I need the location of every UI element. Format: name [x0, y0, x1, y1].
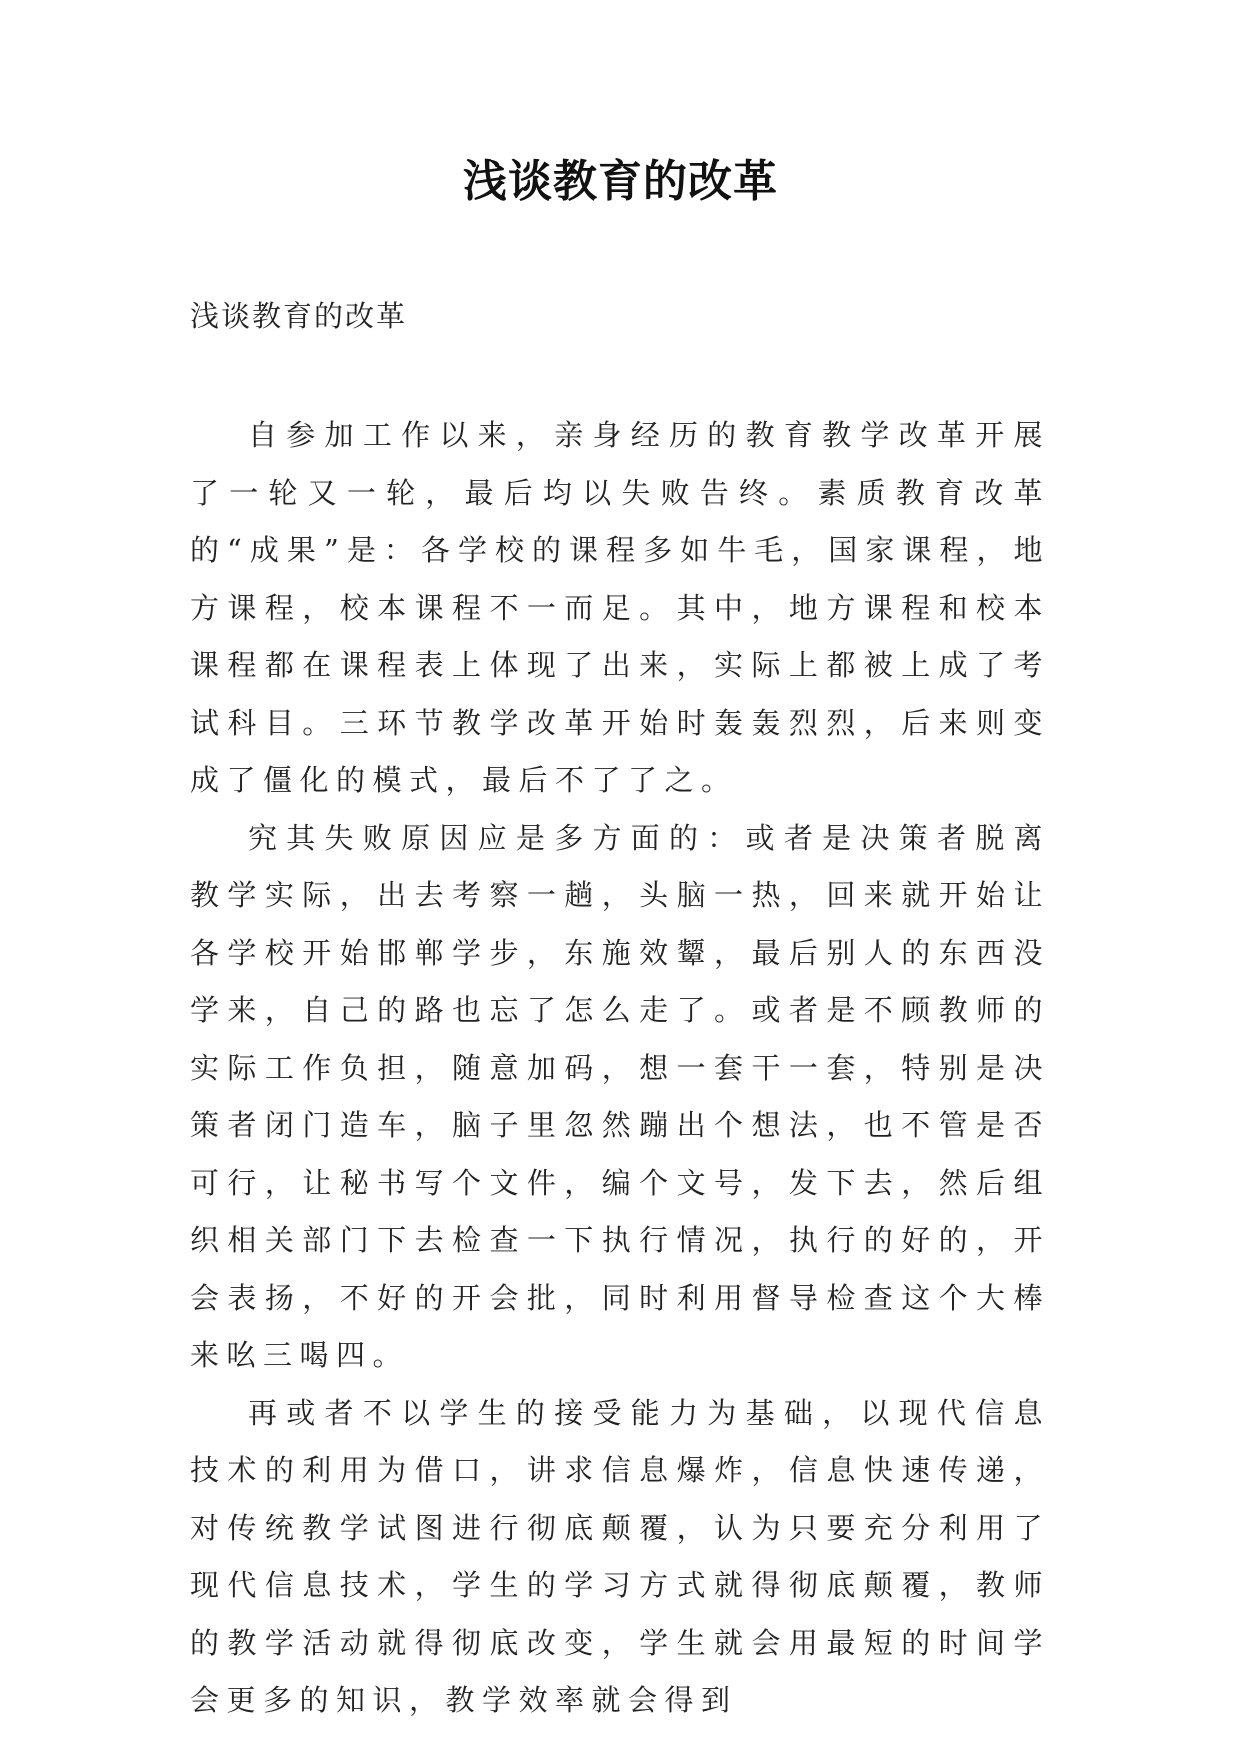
paragraph-2: 究其失败原因应是多方面的：或者是决策者脱离教学实际，出去考察一趟，头脑一热，回来就开始让各学校开始邯郸学步，东施效颦，最后别人的东西没学来，自己的路也忘了怎么走了。或者是不顾教师的实际工作负担，随意加码，想一套干一套，特别是决策者闭门造车，脑子里忽然蹦出个想法，也不管是否可行，让秘书写个文件，编个文号，发下去，然后组织相关部门下去检查一下执行情况，执行的好的，开会表扬，不好的开会批，同时利用督导检查这个大棒来吆三喝四。: [190, 820, 1050, 1372]
document-subtitle: 浅谈教育的改革: [190, 299, 408, 333]
document-title: 浅谈教育的改革: [463, 156, 778, 207]
document-body: [190, 407, 1050, 1730]
paragraph-1: 自参加工作以来，亲身经历的教育教学改革开展了一轮又一轮，最后均以失败告终。素质教育改革的“成果”是：各学校的课程多如牛毛，国家课程，地方课程，校本课程不一而足。其中，地方课程和校本课程都在课程表上体现了出来，实际上都被上成了考试科目。三环节教学改革开始时轰轰烈烈，后来则变成了僵化的模式，最后不了了之。: [190, 418, 1050, 797]
paragraph-3: 再或者不以学生的接受能力为基础，以现代信息技术的利用为借口，讲求信息爆炸，信息快速传递，对传统教学试图进行彻底颠覆，认为只要充分利用了现代信息技术，学生的学习方式就得彻底颠覆，教师的教学活动就得彻底改变，学生就会用最短的时间学会更多的知识，教学效率就会得到: [190, 1395, 1050, 1717]
